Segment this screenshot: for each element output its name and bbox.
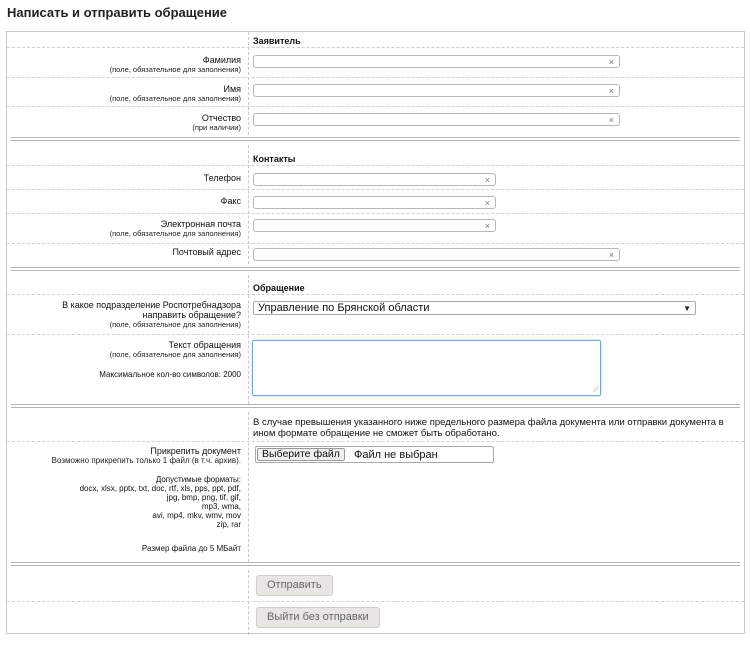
- row-divider: [7, 47, 744, 48]
- page-title: Написать и отправить обращение: [7, 5, 228, 20]
- submit-button[interactable]: Отправить: [256, 575, 333, 596]
- patronymic-label: [192, 113, 241, 132]
- section-title-appeal: Обращение: [253, 283, 305, 293]
- patronymic-input[interactable]: [253, 113, 620, 126]
- column-divider: [248, 145, 249, 264]
- first-name-label-text: Имя: [223, 84, 241, 94]
- section-separator: [11, 267, 740, 271]
- department-label-line: В какое подразделение Роспотребнадзора: [62, 300, 241, 310]
- optional-hint: (при наличии): [192, 123, 241, 132]
- allowed-formats-title: Допустимые форматы:: [155, 475, 241, 484]
- required-hint: (поле, обязательное для заполнения): [109, 229, 241, 238]
- required-hint: (поле, обязательное для заполнения): [109, 320, 241, 329]
- row-divider: [7, 165, 744, 166]
- file-input[interactable]: [255, 446, 494, 463]
- postal-address-label: Почтовый адрес: [172, 247, 241, 257]
- department-label-line: направить обращение?: [142, 310, 241, 320]
- first-name-input[interactable]: [253, 84, 620, 97]
- email-label: [110, 219, 241, 238]
- exit-without-sending-button[interactable]: Выйти без отправки: [256, 607, 380, 628]
- section-title-contacts: Контакты: [253, 154, 296, 164]
- appeal-text-area[interactable]: [252, 340, 601, 396]
- first-name-label: [110, 84, 241, 103]
- clear-icon[interactable]: ×: [608, 250, 614, 260]
- row-divider: [7, 77, 744, 78]
- max-chars-label: Максимальное кол-во символов: 2000: [99, 370, 241, 379]
- row-divider: [7, 189, 744, 190]
- patronymic-label-text: Отчество: [201, 113, 241, 123]
- postal-address-input[interactable]: [253, 248, 620, 261]
- attach-document-label: [52, 446, 241, 465]
- department-label: [62, 300, 241, 329]
- last-name-label: [110, 55, 241, 74]
- row-divider: [7, 106, 744, 107]
- section-separator: [11, 137, 740, 141]
- appeal-form: [6, 31, 745, 634]
- email-label-text: Электронная почта: [160, 219, 241, 229]
- last-name-label-text: Фамилия: [202, 55, 241, 65]
- choose-file-button[interactable]: Выберите файл: [257, 448, 345, 461]
- column-divider: [248, 570, 249, 635]
- row-divider: [7, 243, 744, 244]
- fax-label: Факс: [220, 196, 241, 206]
- chevron-down-icon[interactable]: ▼: [683, 304, 691, 313]
- required-hint: (поле, обязательное для заполнения): [109, 94, 241, 103]
- email-input[interactable]: [253, 219, 496, 232]
- allowed-formats-line: docx, xlsx, pptx, txt, doc, rtf, xls, pps, ppt, pdf,: [79, 484, 241, 493]
- clear-icon[interactable]: ×: [608, 86, 614, 96]
- allowed-formats-line: mp3, wma,: [201, 502, 241, 511]
- file-size-limit: Размер файла до 5 МБайт: [141, 544, 241, 553]
- attach-document-label-text: Прикрепить документ: [150, 446, 241, 456]
- section-separator: [11, 562, 740, 566]
- row-divider: [7, 441, 744, 442]
- phone-label: Телефон: [203, 173, 241, 183]
- allowed-formats-line: jpg, bmp, png, tif, gif,: [166, 493, 241, 502]
- clear-icon[interactable]: ×: [484, 221, 490, 231]
- section-separator: [11, 404, 740, 408]
- department-selected-value: Управление по Брянской области: [258, 302, 430, 314]
- fax-input[interactable]: [253, 196, 496, 209]
- column-divider: [248, 412, 249, 562]
- row-divider: [7, 294, 744, 295]
- appeal-text-label-text: Текст обращения: [168, 340, 241, 350]
- clear-icon[interactable]: ×: [608, 115, 614, 125]
- appeal-text-label: [110, 340, 241, 359]
- required-hint: (поле, обязательное для заполнения): [109, 65, 241, 74]
- allowed-formats-line: zip, rar: [216, 520, 241, 529]
- required-hint: (поле, обязательное для заполнения): [109, 350, 241, 359]
- row-divider: [7, 213, 744, 214]
- allowed-formats: [80, 475, 241, 529]
- phone-input[interactable]: [253, 173, 496, 186]
- row-divider: [7, 334, 744, 335]
- file-status: Файл не выбран: [354, 449, 438, 461]
- resize-handle-icon[interactable]: ⟋: [593, 385, 599, 394]
- clear-icon[interactable]: ×: [484, 198, 490, 208]
- department-select[interactable]: [253, 301, 696, 315]
- file-size-warning: В случае превышения указанного ниже предельного размера файла документа или отправки документа в ином формате обращение не сможет быть обработано.: [253, 417, 724, 439]
- row-divider: [7, 601, 744, 602]
- allowed-formats-line: avi, mp4, mkv, wmv, mov: [152, 511, 241, 520]
- single-file-hint: Возможно прикрепить только 1 файл (в т.ч. архив).: [51, 456, 241, 465]
- last-name-input[interactable]: [253, 55, 620, 68]
- clear-icon[interactable]: ×: [608, 57, 614, 67]
- clear-icon[interactable]: ×: [484, 175, 490, 185]
- section-title-applicant: Заявитель: [253, 36, 301, 46]
